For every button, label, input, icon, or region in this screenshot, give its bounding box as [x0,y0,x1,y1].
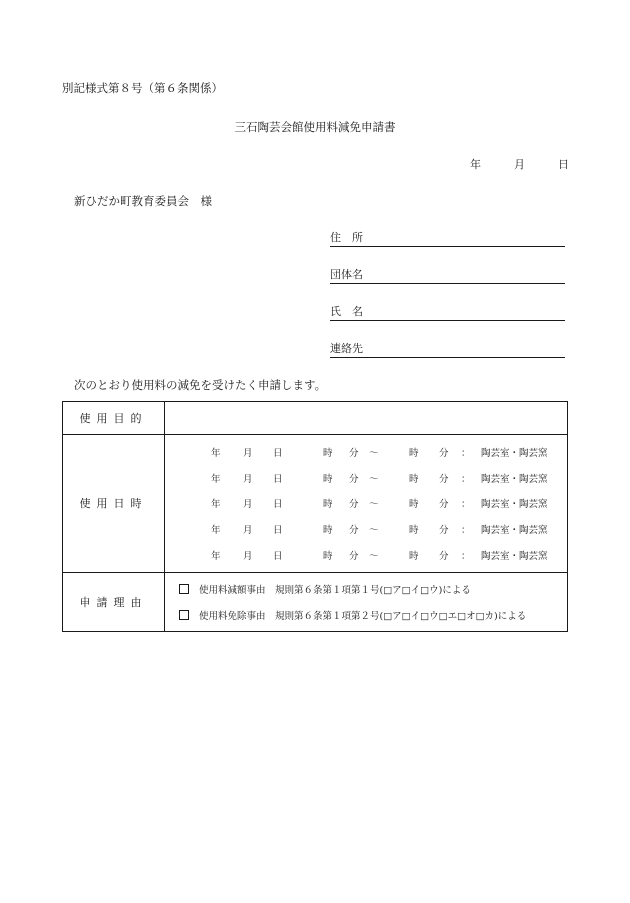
slot-colon: ： [461,473,471,485]
slot-m: 月 [243,525,253,537]
slot-d: 日 [273,473,283,485]
reason-text: 使用料減額事由 規則第６条第１項第１号(□ア□イ□ウ)による [199,584,471,596]
slot-facility: 陶芸室・陶芸窯 [481,551,548,563]
slot-m2: 分 [439,499,449,511]
slot-h2: 時 [409,551,419,563]
address-label: 住 所 [330,231,363,244]
slot-y: 年 [211,551,221,563]
date-month-label: 月 [514,158,525,171]
date-year-label: 年 [470,158,481,171]
slot-m2: 分 [439,447,449,459]
slot-colon: ： [461,499,471,511]
slot-d: 日 [273,551,283,563]
datetime-slots [165,435,568,573]
slot-m: 月 [243,551,253,563]
form-reference: 別記様式第８号（第６条関係） [62,81,223,95]
slot-colon: ： [461,447,471,459]
group-name-label: 団体名 [330,268,363,281]
document-title: 三石陶芸会館使用料減免申請書 [234,120,396,134]
date-line [470,156,569,172]
datetime-slot[interactable] [165,439,567,465]
datetime-row [63,435,568,573]
slot-m2: 分 [439,551,449,563]
slot-d: 日 [273,447,283,459]
slot-m: 月 [243,447,253,459]
slot-colon: ： [461,525,471,537]
reason-row [63,572,568,631]
datetime-slot[interactable] [165,516,567,542]
reason-option[interactable] [165,602,567,628]
slot-y: 年 [211,447,221,459]
reason-options [165,572,568,631]
contact-label: 連絡先 [330,342,363,355]
datetime-slot[interactable] [165,491,567,517]
addressee: 新ひだか町教育委員会 様 [74,194,212,208]
reason-text: 使用料免除事由 規則第６条第１項第２号(□ア□イ□ウ□エ□オ□カ)による [199,610,527,622]
slot-d: 日 [273,499,283,511]
intro-text: 次のとおり使用料の減免を受けたく申請します。 [74,378,327,392]
slot-facility: 陶芸室・陶芸窯 [481,447,548,459]
slot-sep: ～ [369,447,379,459]
slot-m1: 分 [349,551,359,563]
slot-facility: 陶芸室・陶芸窯 [481,525,548,537]
slot-h2: 時 [409,447,419,459]
slot-m1: 分 [349,499,359,511]
purpose-input[interactable] [165,402,568,435]
slot-sep: ～ [369,499,379,511]
datetime-slot[interactable] [165,542,567,568]
date-day-label: 日 [558,158,569,171]
slot-m: 月 [243,499,253,511]
group-name-field[interactable] [330,266,565,284]
slot-d: 日 [273,525,283,537]
datetime-label: 使用日時 [63,435,165,573]
slot-sep: ～ [369,551,379,563]
slot-h2: 時 [409,525,419,537]
slot-m2: 分 [439,473,449,485]
application-table [62,401,568,632]
address-field[interactable] [330,229,565,247]
checkbox-icon[interactable] [179,584,189,594]
slot-y: 年 [211,499,221,511]
slot-sep: ～ [369,473,379,485]
slot-h1: 時 [323,499,333,511]
slot-y: 年 [211,473,221,485]
slot-colon: ： [461,551,471,563]
slot-h1: 時 [323,473,333,485]
checkbox-icon[interactable] [179,610,189,620]
purpose-row [63,402,568,435]
contact-field[interactable] [330,340,565,358]
applicant-name-field[interactable] [330,303,565,321]
slot-h1: 時 [323,551,333,563]
slot-y: 年 [211,525,221,537]
slot-facility: 陶芸室・陶芸窯 [481,473,548,485]
slot-m1: 分 [349,525,359,537]
slot-h2: 時 [409,499,419,511]
purpose-label: 使用目的 [63,402,165,435]
reason-label: 申請理由 [63,572,165,631]
slot-facility: 陶芸室・陶芸窯 [481,499,548,511]
applicant-name-label: 氏 名 [330,305,363,318]
slot-m1: 分 [349,447,359,459]
datetime-slot[interactable] [165,465,567,491]
slot-m: 月 [243,473,253,485]
reason-option[interactable] [165,576,567,602]
slot-h1: 時 [323,525,333,537]
slot-h2: 時 [409,473,419,485]
slot-h1: 時 [323,447,333,459]
slot-m2: 分 [439,525,449,537]
slot-m1: 分 [349,473,359,485]
slot-sep: ～ [369,525,379,537]
